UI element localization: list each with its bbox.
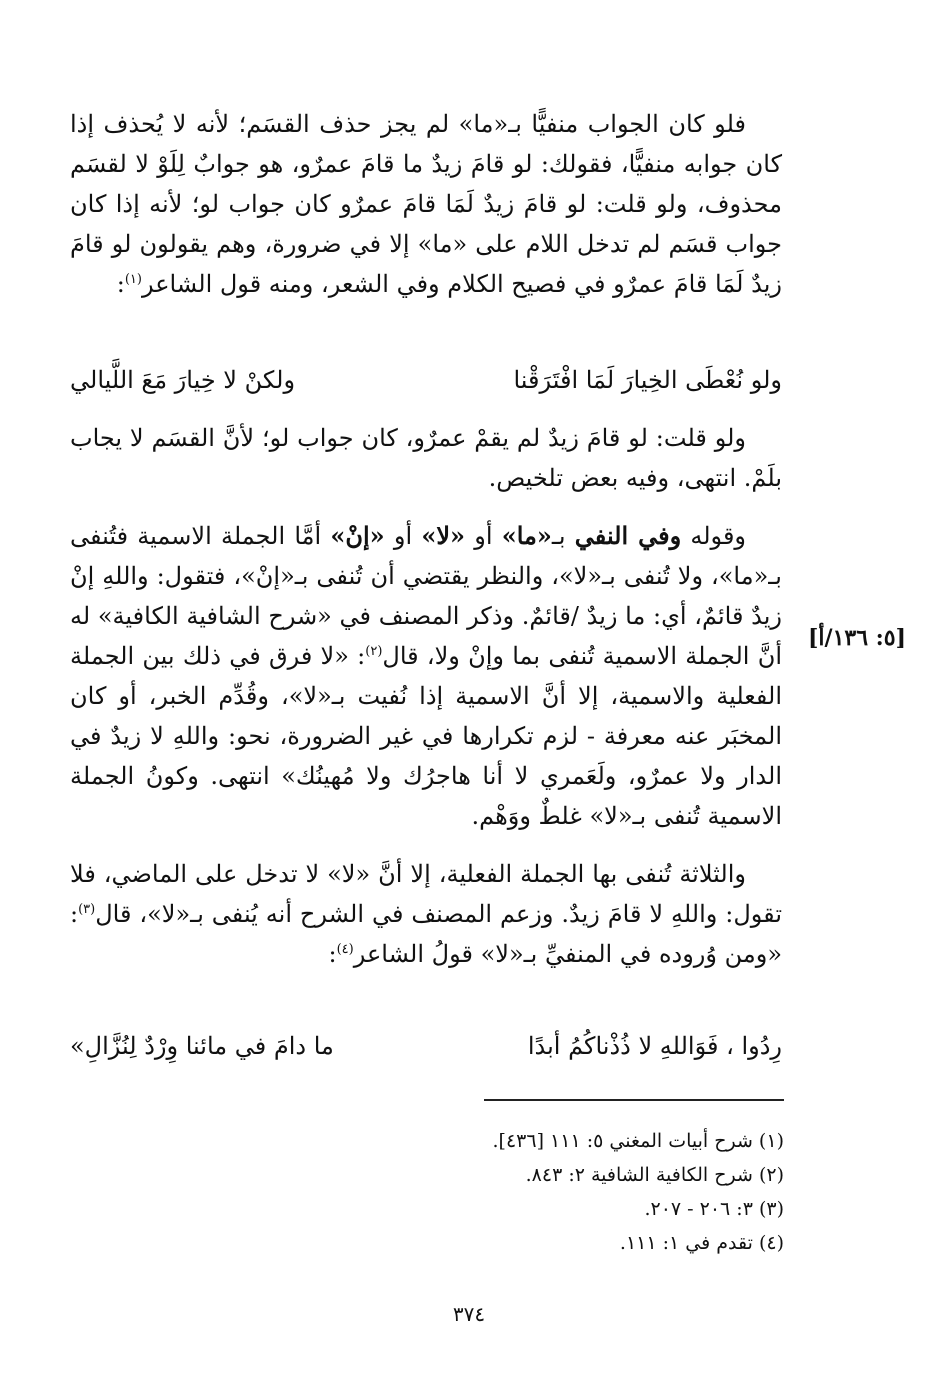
manuscript-folio-reference: [٥: ١٣٦/أ] <box>808 625 907 651</box>
poetry-verse-1 <box>70 360 782 400</box>
footnote-marker-1[interactable]: (١) <box>124 272 142 287</box>
footnote-3: (٣) ٣: ٢٠٦ - ٢٠٧. <box>644 1198 784 1220</box>
footnote-1: (١) شرح أبيات المغني ٥: ١١١ [٤٣٦]. <box>492 1130 784 1152</box>
footnote-separator <box>484 1099 784 1101</box>
verse-2-first-hemistich: رِدُوا ، فَوَاللهِ لا ذُذْناكُمُ أبدًا <box>527 1032 782 1060</box>
paragraph-1: فلو كان الجواب منفيًّا بـ«ما» لم يجز حذف القسَم؛ لأنه لا يُحذف إذا كان جوابه منفيًّا، فقولك: لو قامَ زيدٌ ما قامَ عمرٌو، هو جوابٌ لِلَوْ لا لقسَم محذوف، ولو قلت: لو قامَ زيدٌ لَمَا قامَ عمرٌو كان جواب لو؛ لأنه إذا كان جواب قسَم لم تدخل اللام على «ما» إلا في ضرورة، وهم يقولون لو قامَ زيدٌ لَمَا قامَ عمرٌو في فصيح الكلام وفي الشعر، ومنه قول الشاعر$^{(١)}$: <box>70 110 782 298</box>
paragraph-4: والثلاثة تُنفى بها الجملة الفعلية، إلا أنَّ «لا» لا تدخل على الماضي، فلا تقول: واللهِ لا قامَ زيدٌ. وزعم المصنف في الشرح أنه يُنفى بـ«لا»، قال$^{(٣)}$: «ومن وُروده في المنفيِّ بـ«لا» قولُ الشاعر$^{(٤)}$: <box>70 860 782 968</box>
main-text-block-2 <box>70 418 782 974</box>
paragraph-2: ولو قلت: لو قامَ زيدٌ لم يقمْ عمرٌو، كان جواب لو؛ لأنَّ القسَم لا يجاب بلَمْ. انتهى، وفيه بعض تلخيص. <box>70 424 782 492</box>
footnote-4: (٤) تقدم في ١: ١١١. <box>619 1232 784 1254</box>
page-number: ٣٧٤ <box>452 1302 486 1326</box>
verse-1-first-hemistich: ولو نُعْطَى الخِيارَ لَمَا افْتَرَقْنا <box>513 366 782 394</box>
main-text-block-1 <box>70 104 782 304</box>
footnote-marker-3[interactable]: (٣) <box>78 902 96 917</box>
verse-2-second-hemistich: ما دامَ في مائنا وِرْدٌ لِنُزَّالِ» <box>70 1032 334 1060</box>
footnote-marker-4[interactable]: (٤) <box>336 942 354 957</box>
footnotes <box>284 1124 784 1260</box>
poetry-verse-2 <box>70 1026 782 1066</box>
footnote-2: (٢) شرح الكافية الشافية ٢: ٨٤٣. <box>525 1164 784 1186</box>
paragraph-3: وقوله وفي النفي بـ«ما» أو «لا» أو «إنْ» أمَّا الجملة الاسمية فتُنفى بـ«ما»، ولا تُنفى بـ«لا»، والنظر يقتضي أن تُنفى بـ«إنْ»، فتقول: واللهِ إنْ زيدٌ قائمٌ، أي: ما زيدٌ /قائمٌ. وذكر المصنف في «شرح الشافية الكافية» له أنَّ الجملة الاسمية تُنفى بما وإنْ ولا، قال$^{(٢)}$: «لا فرق في ذلك بين الجملة الفعلية والاسمية، إلا أنَّ الاسمية إذا نُفيت بـ«لا»، وقُدِّم الخبر، أو كان المخبَر عنه معرفة - لزم تكرارها في غير الضرورة، نحو: واللهِ لا زيدٌ في الدار ولا عمرٌو، ولَعَمري لا أنا هاجرُك ولا مُهينُك» انتهى. وكونُ الجملة الاسمية تُنفى بـ«لا» غلطٌ ووَهْم. <box>70 521 782 830</box>
verse-1-second-hemistich: ولكنْ لا خِيارَ مَعَ اللَّيالي <box>70 366 296 394</box>
footnote-marker-2[interactable]: (٢) <box>365 644 383 659</box>
